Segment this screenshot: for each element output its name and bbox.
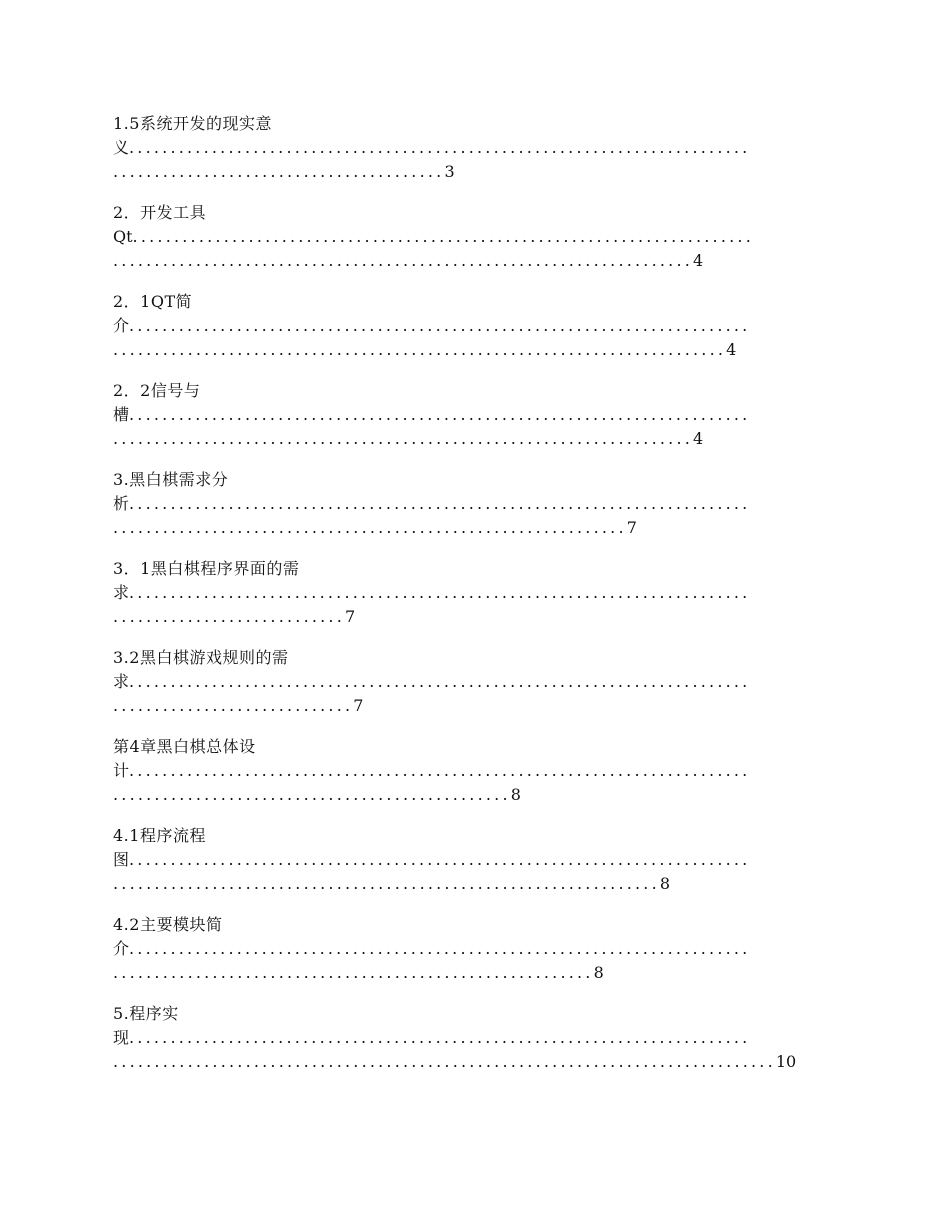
dot-leader: ..................................................................	[113, 874, 660, 893]
table-of-contents	[113, 112, 835, 1091]
dot-leader: ...........................................................................	[129, 761, 751, 780]
toc-entry	[113, 201, 835, 273]
toc-entry	[113, 112, 835, 184]
dot-leader: ...........................................................................	[129, 316, 751, 335]
toc-entry-title: 4.1程序流程	[113, 826, 206, 845]
toc-page-number: 10	[775, 1052, 797, 1071]
toc-page-number: 4	[693, 429, 704, 448]
toc-page-line	[113, 427, 835, 451]
toc-page-number: 4	[726, 340, 737, 359]
toc-entry-title: 2．开发工具	[113, 203, 207, 222]
toc-page-line	[113, 160, 835, 184]
toc-entry-title-tail: 介	[113, 939, 130, 958]
toc-leader-line	[113, 670, 835, 694]
toc-page-number: 7	[353, 696, 364, 715]
dot-leader: ...........................................................................	[132, 227, 754, 246]
toc-entry-title-tail: 介	[113, 316, 130, 335]
toc-entry-title: 第4章黑白棋总体设	[113, 737, 256, 756]
dot-leader: ...........................................................................	[129, 494, 751, 513]
toc-entry-title: 2．2信号与	[113, 381, 201, 400]
dot-leader: ............................	[113, 607, 346, 626]
toc-page-number: 8	[510, 785, 521, 804]
dot-leader: .............................	[113, 696, 354, 715]
toc-page-line	[113, 783, 835, 807]
dot-leader: ...........................................................................	[129, 850, 751, 869]
toc-page-number: 7	[626, 518, 637, 537]
dot-leader: ..........................................................	[113, 963, 594, 982]
toc-page-line	[113, 872, 835, 896]
toc-leader-line	[113, 403, 835, 427]
toc-page-number: 3	[444, 162, 455, 181]
toc-entry	[113, 379, 835, 451]
toc-leader-line	[113, 848, 835, 872]
toc-entry-title-tail: 现	[113, 1028, 130, 1047]
toc-entry-title-tail: 槽	[113, 405, 130, 424]
toc-page-number: 4	[693, 251, 704, 270]
toc-entry	[113, 646, 835, 718]
toc-leader-line	[113, 759, 835, 783]
toc-page-line	[113, 1050, 835, 1074]
toc-page-line	[113, 694, 835, 718]
toc-entry	[113, 468, 835, 540]
dot-leader: ..........................................................................	[113, 340, 727, 359]
toc-page-line	[113, 961, 835, 985]
toc-entry-title-tail: 求	[113, 583, 130, 602]
toc-entry-title: 1.5系统开发的现实意	[113, 114, 272, 133]
toc-page-number: 8	[593, 963, 604, 982]
toc-entry	[113, 913, 835, 985]
dot-leader: ...........................................................................	[129, 138, 751, 157]
toc-leader-line	[113, 581, 835, 605]
toc-entry-title-tail: 求	[113, 672, 130, 691]
dot-leader: ...........................................................................	[129, 939, 751, 958]
toc-entry	[113, 735, 835, 807]
toc-entry-title: 4.2主要模块简	[113, 915, 223, 934]
toc-entry-title: 2．1QT简	[113, 292, 193, 311]
dot-leader: ..............................................................	[113, 518, 627, 537]
toc-entry-title-tail: 析	[113, 494, 130, 513]
toc-page-number: 7	[345, 607, 356, 626]
toc-entry-title-tail: 图	[113, 850, 130, 869]
toc-leader-line	[113, 136, 835, 160]
toc-entry-title-tail: 计	[113, 761, 130, 780]
toc-entry-title: 3．1黑白棋程序界面的需	[113, 559, 300, 578]
toc-page-line	[113, 516, 835, 540]
toc-entry	[113, 557, 835, 629]
dot-leader: ......................................................................	[113, 251, 694, 270]
toc-page-number: 8	[659, 874, 671, 893]
toc-leader-line	[113, 492, 835, 516]
dot-leader: ................................................	[113, 785, 511, 804]
toc-leader-line	[113, 1026, 835, 1050]
toc-leader-line	[113, 937, 835, 961]
toc-page-line	[113, 249, 835, 273]
dot-leader: ...........................................................................	[129, 405, 751, 424]
toc-leader-line	[113, 225, 835, 249]
toc-leader-line	[113, 314, 835, 338]
dot-leader: ......................................................................	[113, 429, 694, 448]
toc-entry-title-tail: Qt	[113, 227, 133, 246]
toc-page-line	[113, 605, 835, 629]
toc-entry-title: 3.2黑白棋游戏规则的需	[113, 648, 289, 667]
toc-entry-title: 5.程序实	[113, 1004, 179, 1023]
dot-leader: ........................................	[113, 162, 445, 181]
dot-leader: ...........................................................................	[129, 1028, 751, 1047]
dot-leader: ................................................................................	[113, 1052, 776, 1071]
toc-entry-title-tail: 义	[113, 138, 130, 157]
dot-leader: ...........................................................................	[129, 672, 751, 691]
toc-entry	[113, 290, 835, 362]
dot-leader: ...........................................................................	[129, 583, 751, 602]
toc-page-line	[113, 338, 835, 362]
toc-entry-title: 3.黑白棋需求分	[113, 470, 229, 489]
toc-entry	[113, 1002, 835, 1074]
toc-entry	[113, 824, 835, 896]
